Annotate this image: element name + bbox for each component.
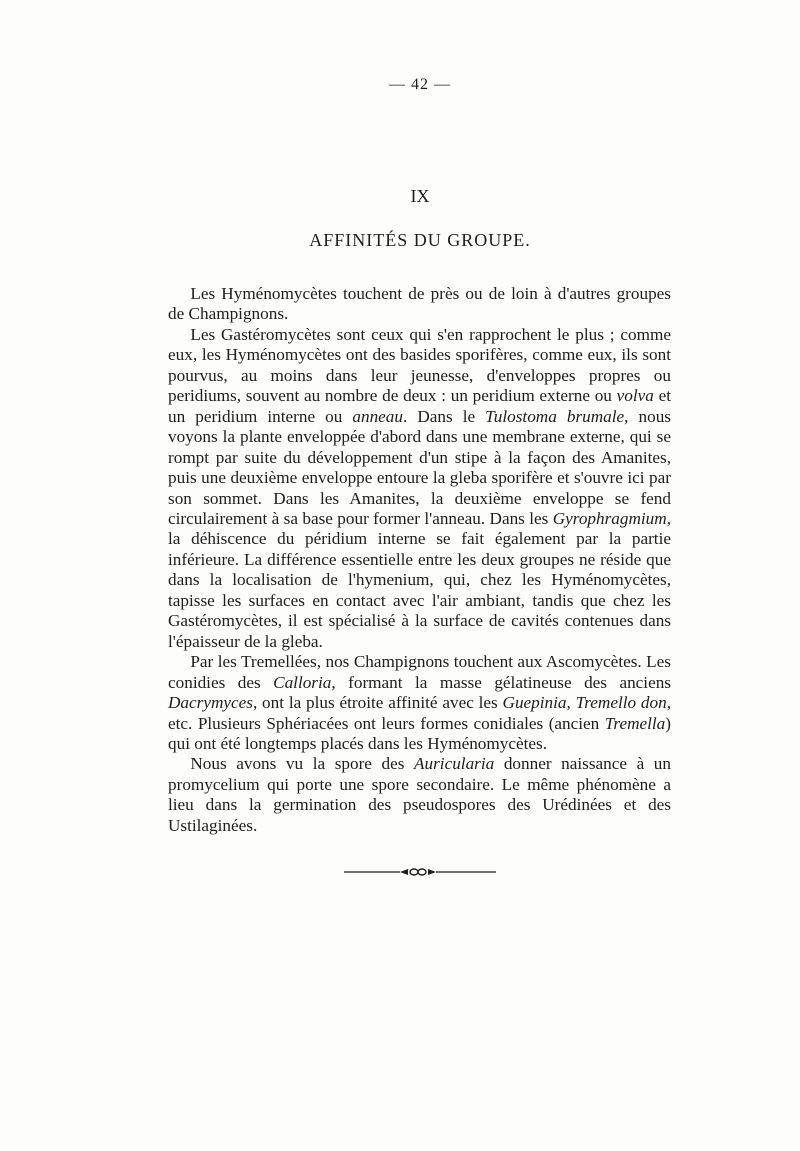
page-number: — 42 —: [389, 76, 451, 93]
paragraph: [168, 652, 671, 754]
body-text: [168, 284, 671, 836]
italic-term: Guepinia, Tremello don: [502, 693, 667, 713]
text-run: , la déhiscence du péridium interne se fait également par la partie inférieure. La différence essentielle entre les deux groupes ne réside que dans la localisation de l'hymenium, qui, chez les Hyménomycètes, tapisse les surfaces en contact avec l'air ambiant, tandis que chez les Gastéromycètes, il est spécialisé à la surface de cavités contenues dans l'épaisseur de la gleba.: [168, 508, 671, 651]
paragraph: [168, 754, 671, 836]
chapter-title: AFFINITÉS DU GROUPE.: [309, 230, 531, 250]
text-run: Les Gastéromycètes sont ceux qui s'en rapprochent le plus ; comme eux, les Hyménomycètes ont des basides sporifères, comme eux, ils sont pourvus, au moins dans leur jeunesse, d'enveloppes propres ou peridiums, souvent au nombre de deux : un peridium externe ou: [168, 324, 671, 406]
text-run: Les Hyménomycètes touchent de près ou de loin à d'autres groupes de Champignons.: [168, 284, 671, 324]
paragraph: [168, 284, 671, 325]
text-run: . Dans le: [402, 406, 486, 426]
italic-term: Gyrophragmium: [552, 508, 667, 528]
chapter-numeral: IX: [410, 186, 430, 206]
text-run: , etc. Plusieurs Sphériacées ont leurs formes conidiales (ancien: [168, 693, 671, 733]
italic-term: Dacrymyces: [168, 693, 253, 713]
italic-term: Calloria: [273, 672, 332, 692]
text-run: donner naissance à un promycelium qui porte une spore secondaire. Le même phénomène a lieu dans la germination des pseudospores des Urédinées et des Ustilaginées.: [168, 754, 671, 835]
text-run: ) qui ont été longtemps placés dans les Hyménomycètes.: [168, 713, 671, 753]
italic-term: anneau: [352, 406, 403, 426]
italic-term: volva: [616, 386, 654, 406]
text-run: et un peridium interne ou: [168, 386, 672, 426]
text-run: , formant la masse gélatineuse des anciens: [331, 672, 671, 692]
text-run: Par les Tremellées, nos Champignons touchent aux Ascomycètes. Les conidies des: [168, 652, 671, 692]
text-run: , nous voyons la plante enveloppée d'abord dans une membrane externe, qui se rompt par suite du développement d'un stipe à la façon des Amanites, puis une deuxième enveloppe entoure la gleba sporifère et s'ouvre ici par son sommet. Dans les Amanites, la deuxième enveloppe se fend circulairement à sa base pour former l'anneau. Dans les: [168, 406, 671, 528]
text-run: , ont la plus étroite affinité avec les: [252, 693, 503, 713]
paragraph: [168, 325, 671, 652]
text-run: Nous avons vu la spore des: [190, 754, 415, 774]
italic-term: Tulostoma brumale: [485, 406, 625, 426]
closing-ornament: [344, 866, 496, 878]
italic-term: Tremella: [604, 713, 666, 733]
italic-term: Auricularia: [414, 754, 495, 774]
